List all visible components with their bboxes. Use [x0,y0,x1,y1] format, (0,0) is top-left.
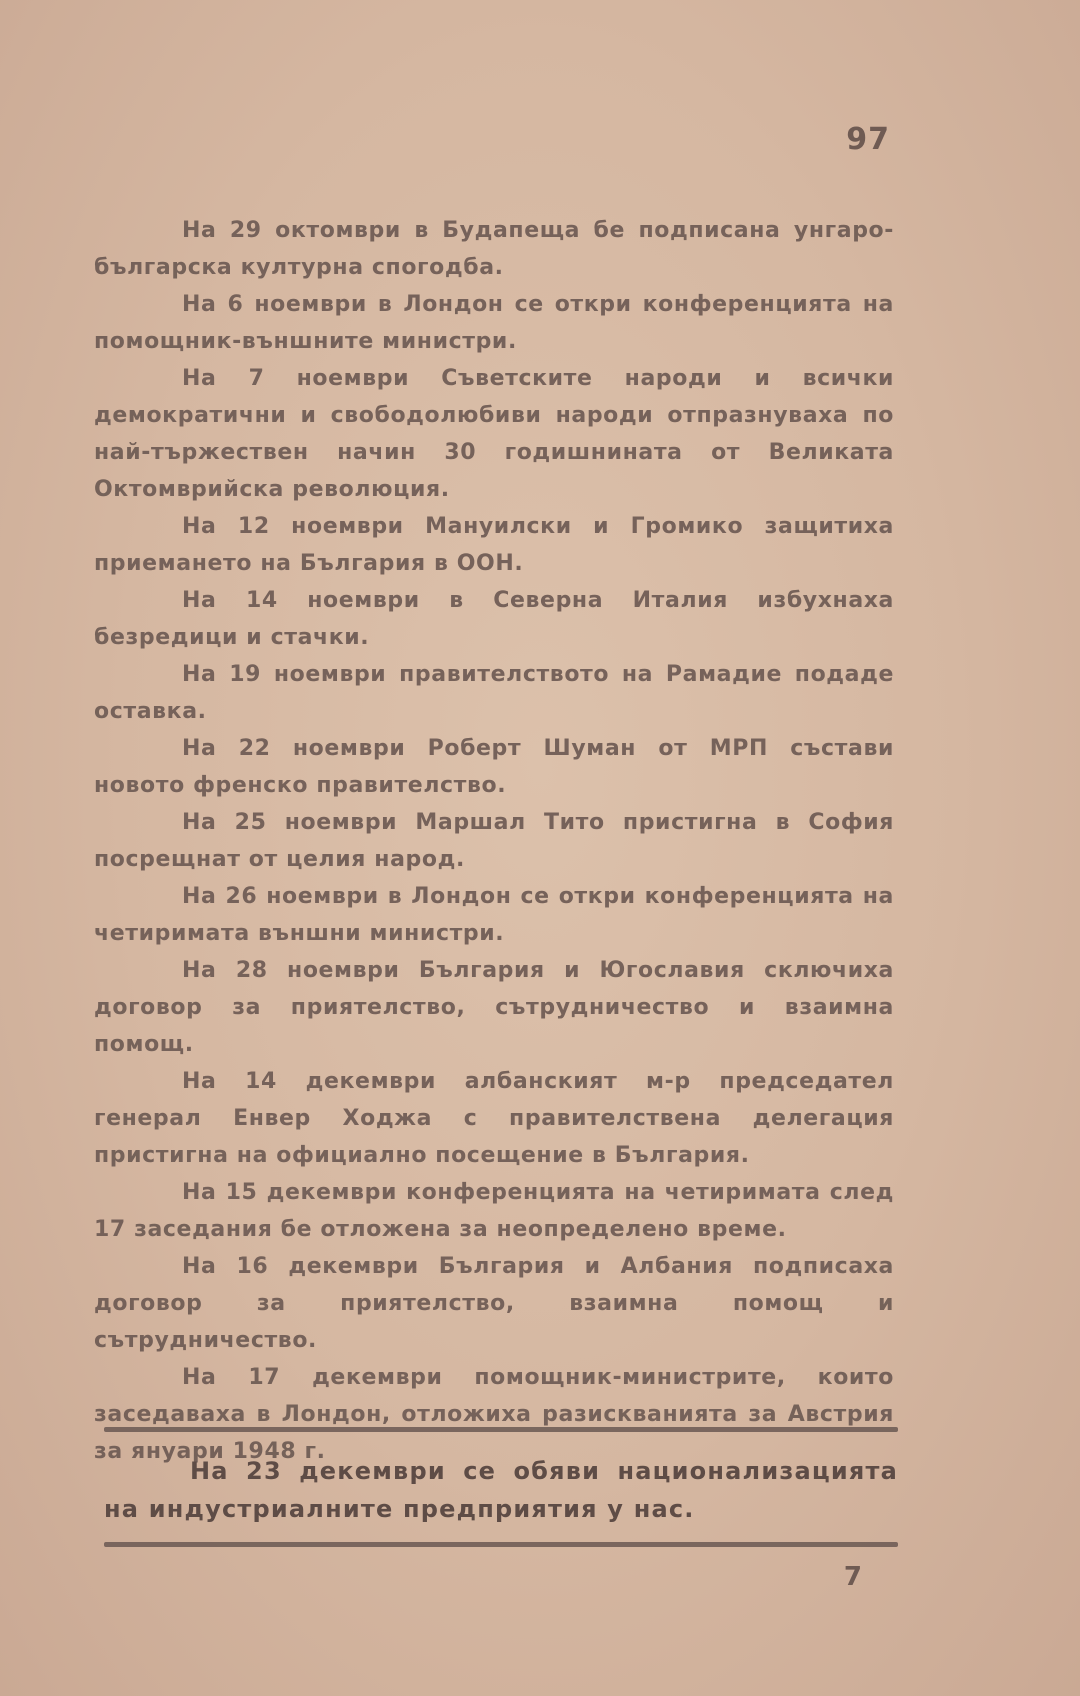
chronology-entry: На 26 ноември в Лондон се откри конференцията на четиримата външни министри. [94,884,894,946]
chronology-entry: На 28 ноември България и Югославия сключиха договор за приятелство, сътрудничество и взаимна помощ. [94,958,894,1057]
chronology-entry: На 16 декември България и Албания подписаха договор за приятелство, взаимна помощ и сътрудничество. [94,1254,894,1353]
chronology-entry: На 14 декември албанският м-р председател генерал Енвер Ходжа с правителствена делегация пристигна на официално посещение в България. [94,1069,894,1168]
signature-mark: 7 [843,1562,862,1592]
divider-bottom [104,1542,898,1547]
chronology-entries [94,212,894,1470]
chronology-entry: На 15 декември конференцията на четиримата след 17 заседания бе отложена за неопределено време. [94,1180,894,1242]
chronology-entry: На 25 ноември Маршал Тито пристигна в София посрещнат от целия народ. [94,810,894,872]
highlighted-entry: На 23 декември се обяви национализацията на индустриалните предприятия у нас. [104,1457,898,1523]
chronology-entry: На 6 ноември в Лондон се откри конференцията на помощник-външните министри. [94,292,894,354]
divider-top [104,1427,898,1432]
chronology-entry: На 7 ноември Съветските народи и всички демократични и свободолюбиви народи отпразнуваха по най-тържествен начин 30 годишнината от Великата Октомврийска революция. [94,366,894,502]
chronology-entry: На 17 декември помощник-министрите, които заседаваха в Лондон, отложиха разискванията за Австрия за януари 1948 г. [94,1365,894,1464]
chronology-entry: На 14 ноември в Северна Италия избухнаха безредици и стачки. [94,588,894,650]
page-number: 97 [846,122,890,157]
chronology-entry: На 22 ноември Роберт Шуман от МРП състави новото френско правителство. [94,736,894,798]
chronology-entry: На 19 ноември правителството на Рамадие подаде оставка. [94,662,894,724]
chronology-entry: На 29 октомври в Будапеща бе подписана унгаро-българска културна спогодба. [94,218,894,280]
chronology-entry: На 12 ноември Мануилски и Громико защитиха приемането на България в ООН. [94,514,894,576]
